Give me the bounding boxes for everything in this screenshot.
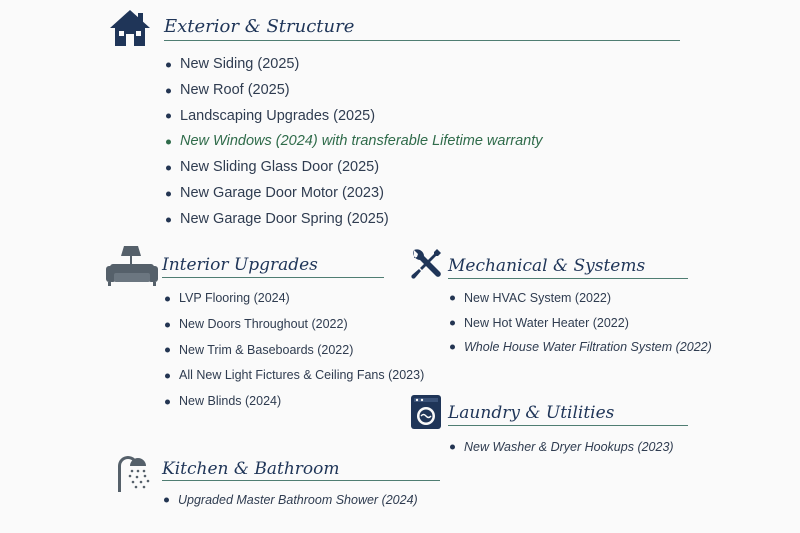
item-list [464,286,712,360]
list-item: New Siding (2025) [180,52,543,78]
section-exterior-structure [108,8,688,238]
item-list [178,488,418,512]
list-item: Landscaping Upgrades (2025) [180,104,543,130]
list-item: All New Light Fictures & Ceiling Fans (2023) [179,363,424,389]
list-item: New HVAC System (2022) [464,286,712,311]
washing-machine-icon [410,394,442,430]
section-divider [162,480,440,481]
list-item: Upgraded Master Bathroom Shower (2024) [178,488,418,512]
list-item: Whole House Water Filtration System (2022) [464,335,712,360]
shower-icon [114,452,156,494]
sofa-lamp-icon [104,244,160,288]
list-item: New Doors Throughout (2022) [179,312,424,338]
section-header [114,452,454,488]
list-item: New Roof (2025) [180,78,543,104]
list-item: New Garage Door Motor (2023) [180,181,543,207]
list-item: New Trim & Baseboards (2022) [179,338,424,364]
section-interior-upgrades [104,244,425,414]
list-item-highlight: New Windows (2024) with transferable Lifetime warranty [180,129,543,155]
section-divider [448,425,688,426]
section-header [408,246,708,282]
list-item: New Garage Door Spring (2025) [180,207,543,233]
item-list [180,52,543,233]
section-title: Laundry & Utilities [448,403,615,423]
section-title: Interior Upgrades [162,255,318,275]
list-item: New Blinds (2024) [179,389,424,415]
section-title: Exterior & Structure [164,16,355,37]
section-laundry-utilities [410,394,710,464]
section-header [104,244,404,280]
section-header [108,8,688,44]
section-divider [448,278,688,279]
section-title: Mechanical & Systems [448,256,646,276]
wrench-screwdriver-icon [408,246,444,282]
item-list [179,286,424,415]
section-kitchen-bathroom [114,452,454,522]
section-mechanical-systems [408,246,712,366]
house-icon [108,8,152,48]
section-divider [162,277,384,278]
list-item: New Sliding Glass Door (2025) [180,155,543,181]
section-divider [164,40,680,41]
list-item: LVP Flooring (2024) [179,286,424,312]
section-title: Kitchen & Bathroom [162,459,340,479]
list-item: New Hot Water Heater (2022) [464,311,712,336]
section-header [410,394,710,430]
list-item: New Washer & Dryer Hookups (2023) [464,435,674,459]
item-list [464,435,674,459]
